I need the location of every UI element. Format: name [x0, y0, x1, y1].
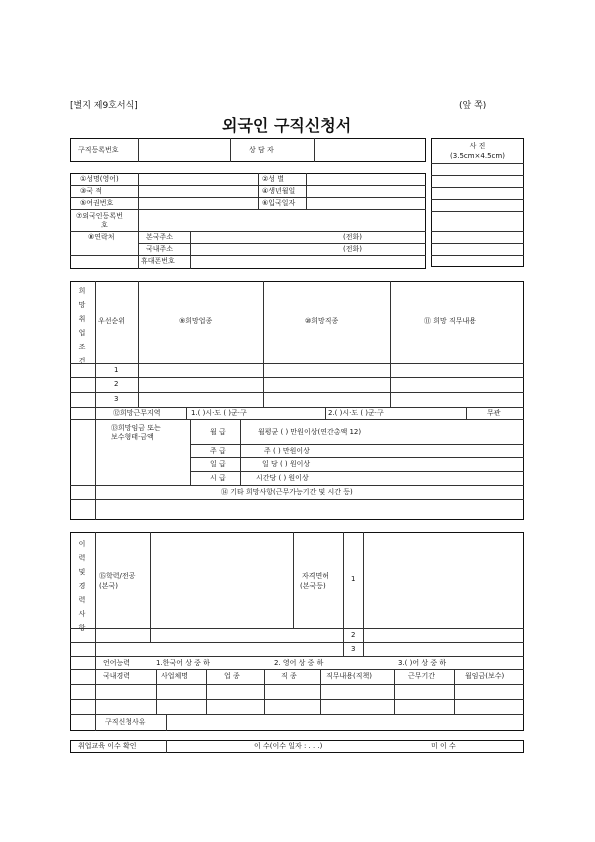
- wage-desc-weekly[interactable]: 주 ( ) 만원이상: [264, 447, 310, 455]
- education-label: ⑮학력/전공: [99, 572, 136, 580]
- region-option-1[interactable]: 1.( )시·도 ( )군·구: [191, 409, 247, 417]
- career-box: [70, 532, 524, 731]
- wage-label: ⑬희망임금 또는: [111, 424, 161, 432]
- wage-desc-hourly[interactable]: 시간당 ( ) 원이상: [256, 474, 309, 482]
- home-address-label: 본국주소: [146, 233, 174, 241]
- priority-row-1: 1: [114, 366, 119, 374]
- photo-size: (3.5cm×4.5cm): [450, 152, 505, 160]
- region-option-2[interactable]: 2.( )시·도 ( )군·구: [328, 409, 384, 417]
- license-row-1: 1: [351, 575, 356, 583]
- license-label: 자격면허: [302, 572, 330, 580]
- gender-label: ②성 별: [262, 175, 285, 183]
- registration-number-field[interactable]: [139, 139, 229, 161]
- training-not-completed[interactable]: 미 이 수: [431, 742, 456, 750]
- training-label: 취업교육 이수 확인: [78, 742, 137, 750]
- duties-header: ⑪ 희망 직무내용: [424, 317, 477, 325]
- photo-label: 사 진: [469, 142, 486, 150]
- phone-label-home: (전화): [343, 233, 362, 241]
- job-type-header: 직 종: [281, 672, 297, 680]
- passport-label: ⑤여권번호: [80, 199, 114, 207]
- form-number: [별지 제9호서식]: [70, 101, 138, 111]
- occupation-header: ⑩희망직종: [305, 317, 339, 325]
- training-completed[interactable]: 이 수(이수 일자 : . . .): [254, 742, 323, 750]
- wage-type-daily: 일 급: [210, 460, 226, 468]
- language-other[interactable]: 3.( )어 상 중 하: [398, 659, 447, 667]
- name-label: ①성명(영어): [80, 175, 119, 183]
- job-conditions-side-label: 희망취업조건: [78, 287, 86, 365]
- phone-label-local: (전화): [343, 245, 362, 253]
- alien-registration-label-cont: 호: [101, 221, 108, 229]
- period-header: 근무기간: [408, 672, 436, 680]
- education-label-cont: (본국): [99, 582, 118, 590]
- birth-date-label: ④생년월일: [262, 187, 296, 195]
- entry-date-label: ⑥입국일자: [262, 199, 296, 207]
- mobile-label: 휴대폰번호: [141, 257, 175, 265]
- biz-type-header: 업 종: [224, 672, 240, 680]
- contact-label: ⑧연락처: [88, 233, 115, 241]
- application-reason-field[interactable]: [167, 715, 523, 730]
- wage-type-hourly: 시 급: [210, 474, 226, 482]
- application-reason-label: 구직신청사유: [105, 718, 146, 726]
- license-row-2: 2: [351, 631, 356, 639]
- license-row-3: 3: [351, 645, 356, 653]
- wage-label-cont: 보수형태·금액: [111, 433, 154, 441]
- registration-number-label: 구직등록번호: [78, 146, 119, 154]
- company-header: 사업체명: [161, 672, 189, 680]
- counselor-label: 상 담 자: [249, 146, 274, 154]
- industry-header: ⑨희망업종: [179, 317, 213, 325]
- region-label: ⑫희망근무지역: [113, 409, 161, 417]
- other-preferences-field[interactable]: [96, 500, 523, 519]
- alien-registration-label: ⑦외국인등록번: [76, 212, 123, 220]
- wage-type-monthly: 월 급: [210, 428, 226, 436]
- form-title: 외국인 구직신청서: [222, 116, 352, 135]
- monthly-wage-header: 월임금(보수): [465, 672, 505, 680]
- priority-row-3: 3: [114, 395, 119, 403]
- language-english[interactable]: 2. 영어 상 중 하: [274, 659, 324, 667]
- language-label: 언어능력: [103, 659, 131, 667]
- wage-desc-monthly[interactable]: 월평균 ( ) 만원이상(연간총액 12): [258, 428, 362, 436]
- page-side-label: (앞 쪽): [459, 101, 487, 111]
- job-duty-header: 직무내용(직책): [326, 672, 373, 680]
- career-side-label: 이력및경력사항: [78, 540, 86, 632]
- nationality-label: ③국 적: [80, 187, 103, 195]
- wage-type-weekly: 주 급: [210, 447, 226, 455]
- region-any[interactable]: 무관: [487, 409, 501, 417]
- license-label-cont: (본국등): [300, 582, 326, 590]
- priority-row-2: 2: [114, 380, 119, 388]
- other-preferences-label: ⑭ 기타 희망사항(근무가능기간 및 시간 등): [221, 488, 353, 496]
- local-address-label: 국내주소: [146, 245, 174, 253]
- domestic-career-label: 국내경력: [103, 672, 131, 680]
- wage-desc-daily[interactable]: 일 당 ( ) 원이상: [262, 460, 311, 468]
- counselor-field[interactable]: [315, 139, 425, 161]
- priority-header: 우선순위: [98, 317, 126, 325]
- language-korean[interactable]: 1.한국어 상 중 하: [156, 659, 210, 667]
